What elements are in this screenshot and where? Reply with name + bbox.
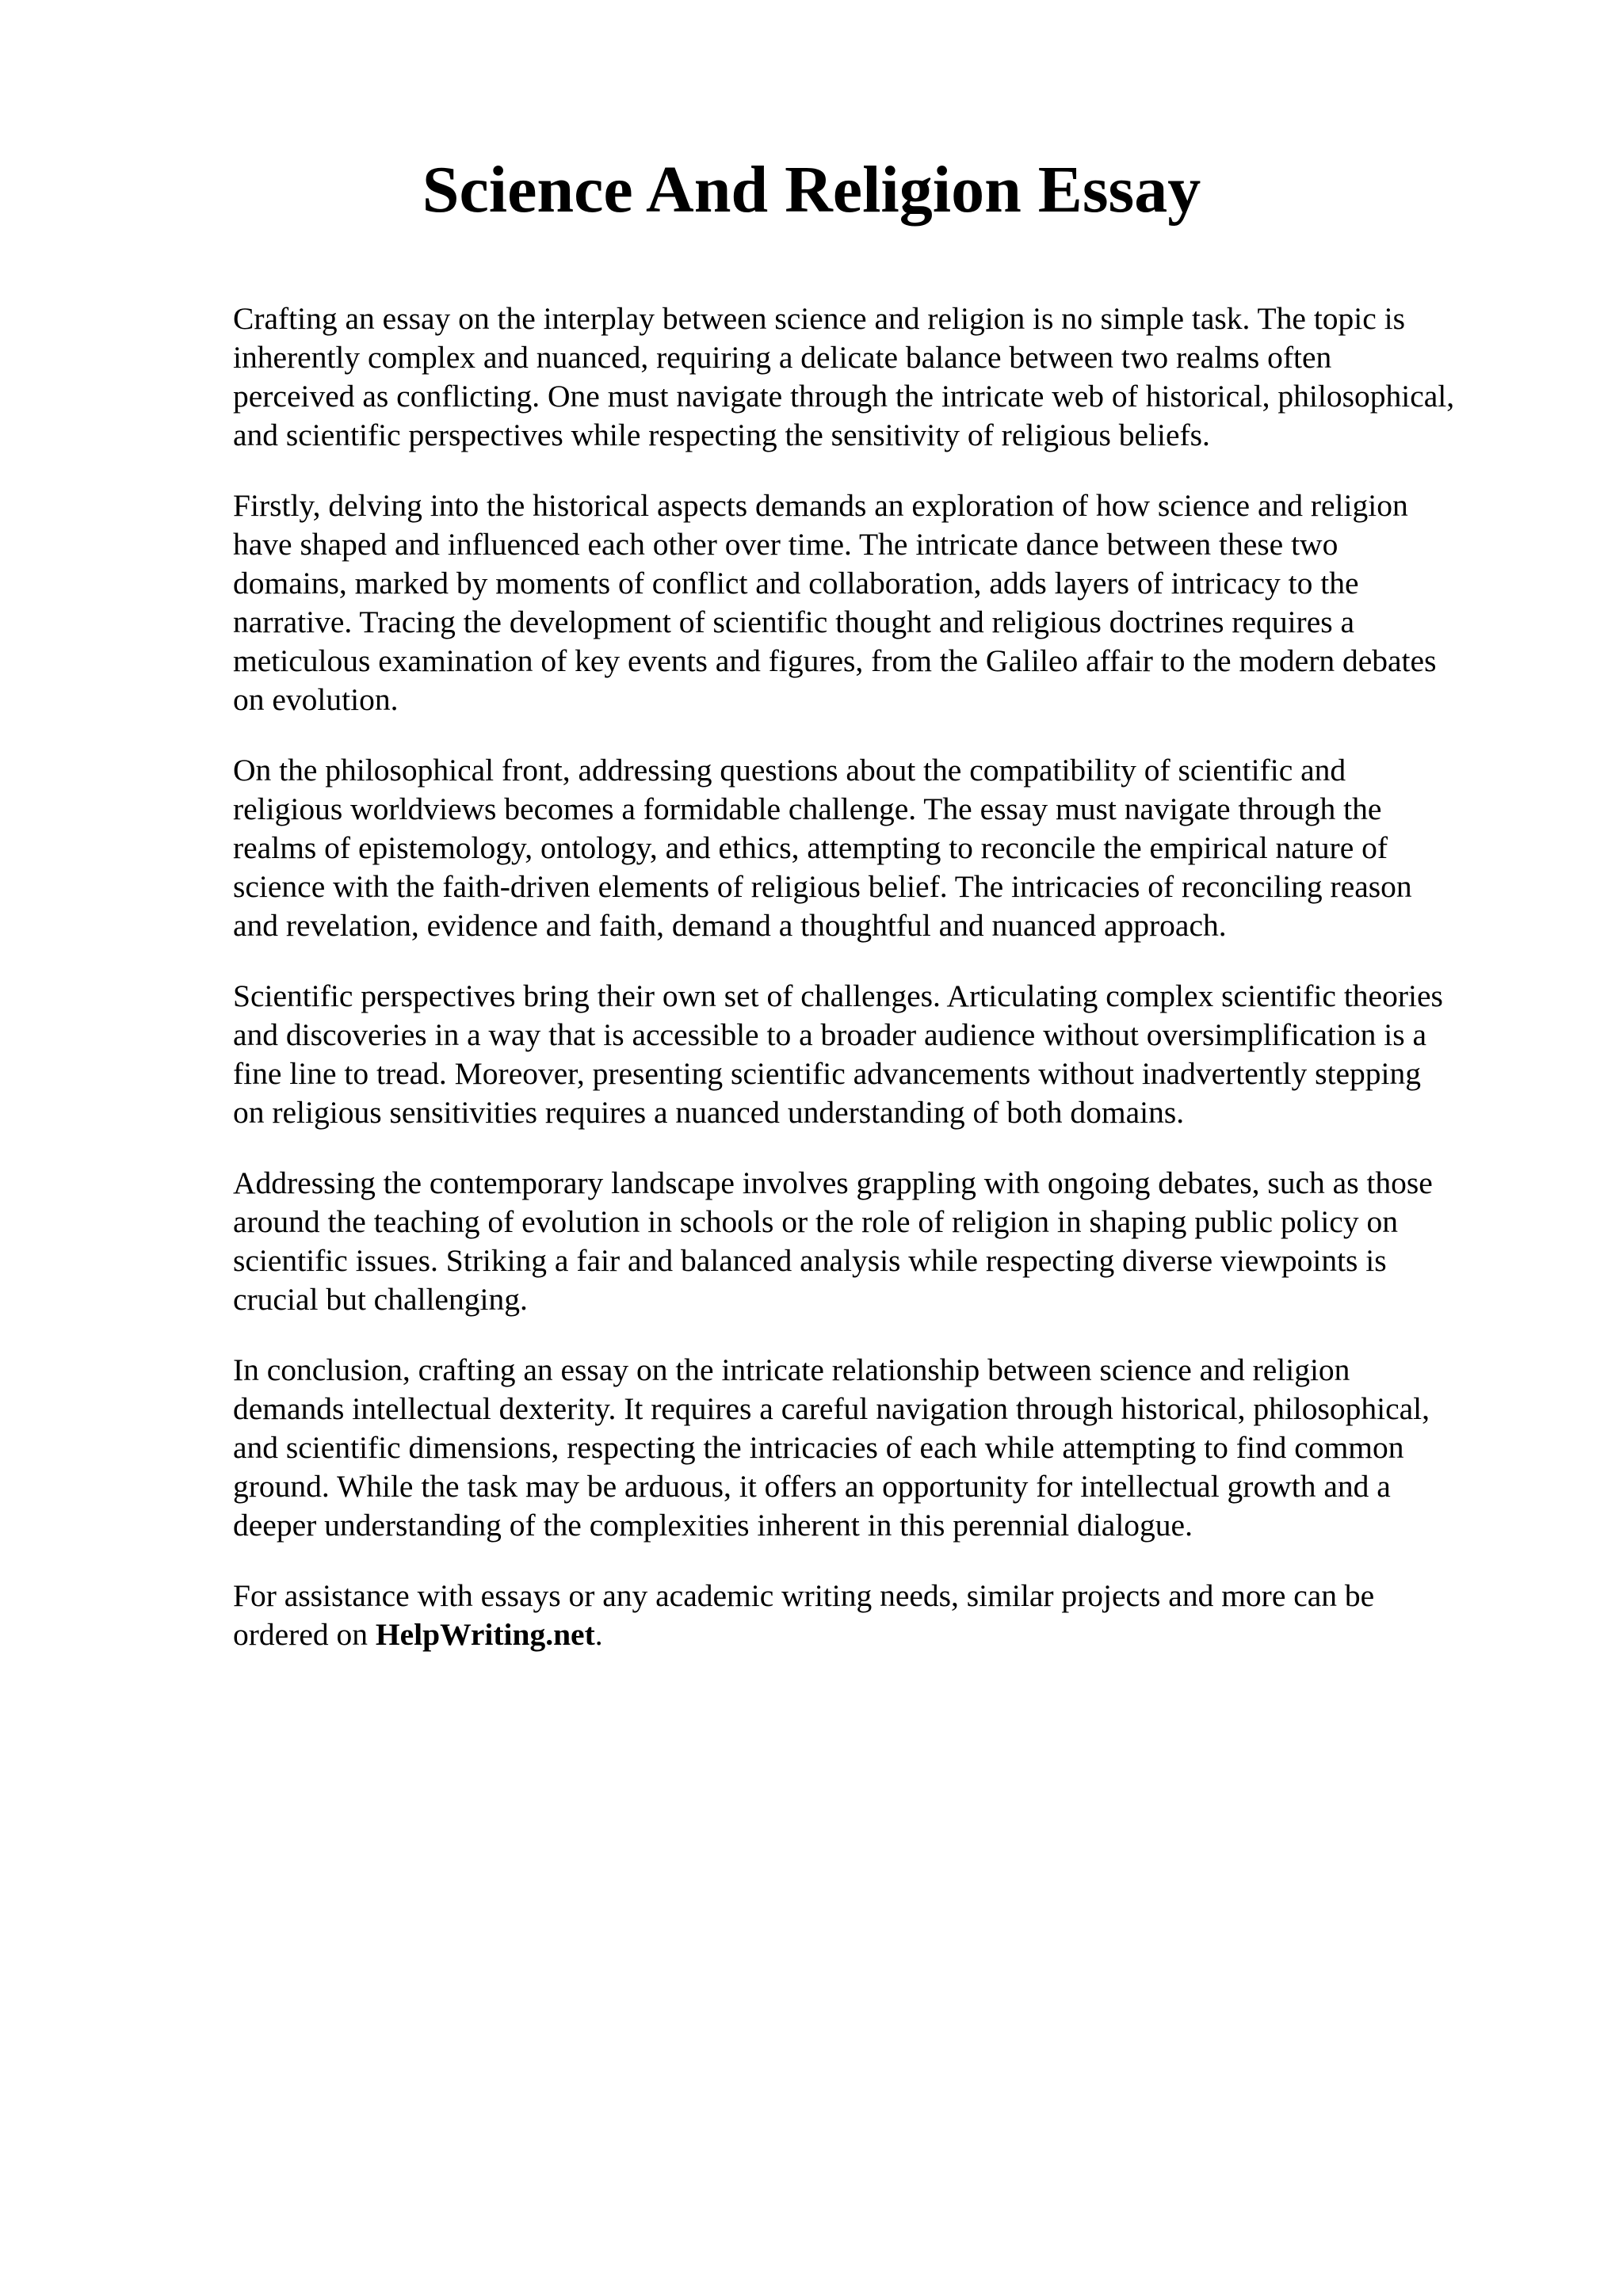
text-line: fine line to tread. Moreover, presenting scientific advancements without inadvertently stepping bbox=[233, 1056, 1421, 1091]
helpwriting-brand-link[interactable]: HelpWriting.net bbox=[375, 1617, 595, 1652]
closing-prefix: ordered on bbox=[233, 1617, 376, 1652]
text-line: On the philosophical front, addressing questions about the compatibility of scientific and bbox=[233, 753, 1346, 788]
text-line: domains, marked by moments of conflict and collaboration, adds layers of intricacy to the bbox=[233, 566, 1359, 601]
text-line: demands intellectual dexterity. It requires a careful navigation through historical, philosophical, bbox=[233, 1391, 1430, 1426]
text-line: and revelation, evidence and faith, demand a thoughtful and nuanced approach. bbox=[233, 908, 1227, 943]
text-line: religious worldviews becomes a formidable challenge. The essay must navigate through the bbox=[233, 791, 1382, 826]
text-line: and discoveries in a way that is accessible to a broader audience without oversimplification is a bbox=[233, 1017, 1426, 1052]
text-line: inherently complex and nuanced, requiring a delicate balance between two realms often bbox=[233, 340, 1332, 375]
essay-body bbox=[233, 299, 1533, 1686]
paragraph-5 bbox=[233, 1164, 1533, 1319]
page-title: Science And Religion Essay bbox=[422, 153, 1201, 227]
paragraph-6 bbox=[233, 1351, 1533, 1545]
text-line: on religious sensitivities requires a nuanced understanding of both domains. bbox=[233, 1095, 1185, 1130]
paragraph-4 bbox=[233, 977, 1533, 1132]
text-line: For assistance with essays or any academic writing needs, similar projects and more can be bbox=[233, 1578, 1375, 1613]
text-line: have shaped and influenced each other over time. The intricate dance between these two bbox=[233, 527, 1338, 562]
paragraph-1 bbox=[233, 299, 1533, 455]
text-line: Firstly, delving into the historical aspects demands an exploration of how science and religion bbox=[233, 488, 1408, 523]
text-line bbox=[233, 1615, 1533, 1654]
text-line: around the teaching of evolution in schools or the role of religion in shaping public policy on bbox=[233, 1204, 1398, 1239]
text-line: crucial but challenging. bbox=[233, 1282, 528, 1317]
text-line: narrative. Tracing the development of scientific thought and religious doctrines requires a bbox=[233, 605, 1355, 639]
text-line: Addressing the contemporary landscape involves grappling with ongoing debates, such as those bbox=[233, 1165, 1433, 1200]
text-line: on evolution. bbox=[233, 682, 399, 717]
paragraph-2 bbox=[233, 486, 1533, 719]
text-line: In conclusion, crafting an essay on the intricate relationship between science and religion bbox=[233, 1352, 1350, 1387]
text-line: perceived as conflicting. One must navigate through the intricate web of historical, philosophical, bbox=[233, 379, 1455, 414]
text-line: meticulous examination of key events and figures, from the Galileo affair to the modern debates bbox=[233, 643, 1437, 678]
text-line: and scientific dimensions, respecting the intricacies of each while attempting to find common bbox=[233, 1430, 1404, 1465]
text-line: scientific issues. Striking a fair and balanced analysis while respecting diverse viewpoints is bbox=[233, 1243, 1387, 1278]
text-line: science with the faith-driven elements of religious belief. The intricacies of reconciling reason bbox=[233, 869, 1412, 904]
text-line: realms of epistemology, ontology, and ethics, attempting to reconcile the empirical nature of bbox=[233, 830, 1388, 865]
text-line: and scientific perspectives while respecting the sensitivity of religious beliefs. bbox=[233, 418, 1210, 452]
closing-paragraph bbox=[233, 1577, 1533, 1654]
text-line: Scientific perspectives bring their own set of challenges. Articulating complex scientific theories bbox=[233, 978, 1443, 1013]
text-line: ground. While the task may be arduous, it offers an opportunity for intellectual growth and a bbox=[233, 1469, 1391, 1504]
text-line: Crafting an essay on the interplay between science and religion is no simple task. The topic is bbox=[233, 301, 1406, 336]
paragraph-3 bbox=[233, 751, 1533, 945]
closing-suffix: . bbox=[594, 1617, 603, 1652]
text-line: deeper understanding of the complexities inherent in this perennial dialogue. bbox=[233, 1508, 1193, 1543]
